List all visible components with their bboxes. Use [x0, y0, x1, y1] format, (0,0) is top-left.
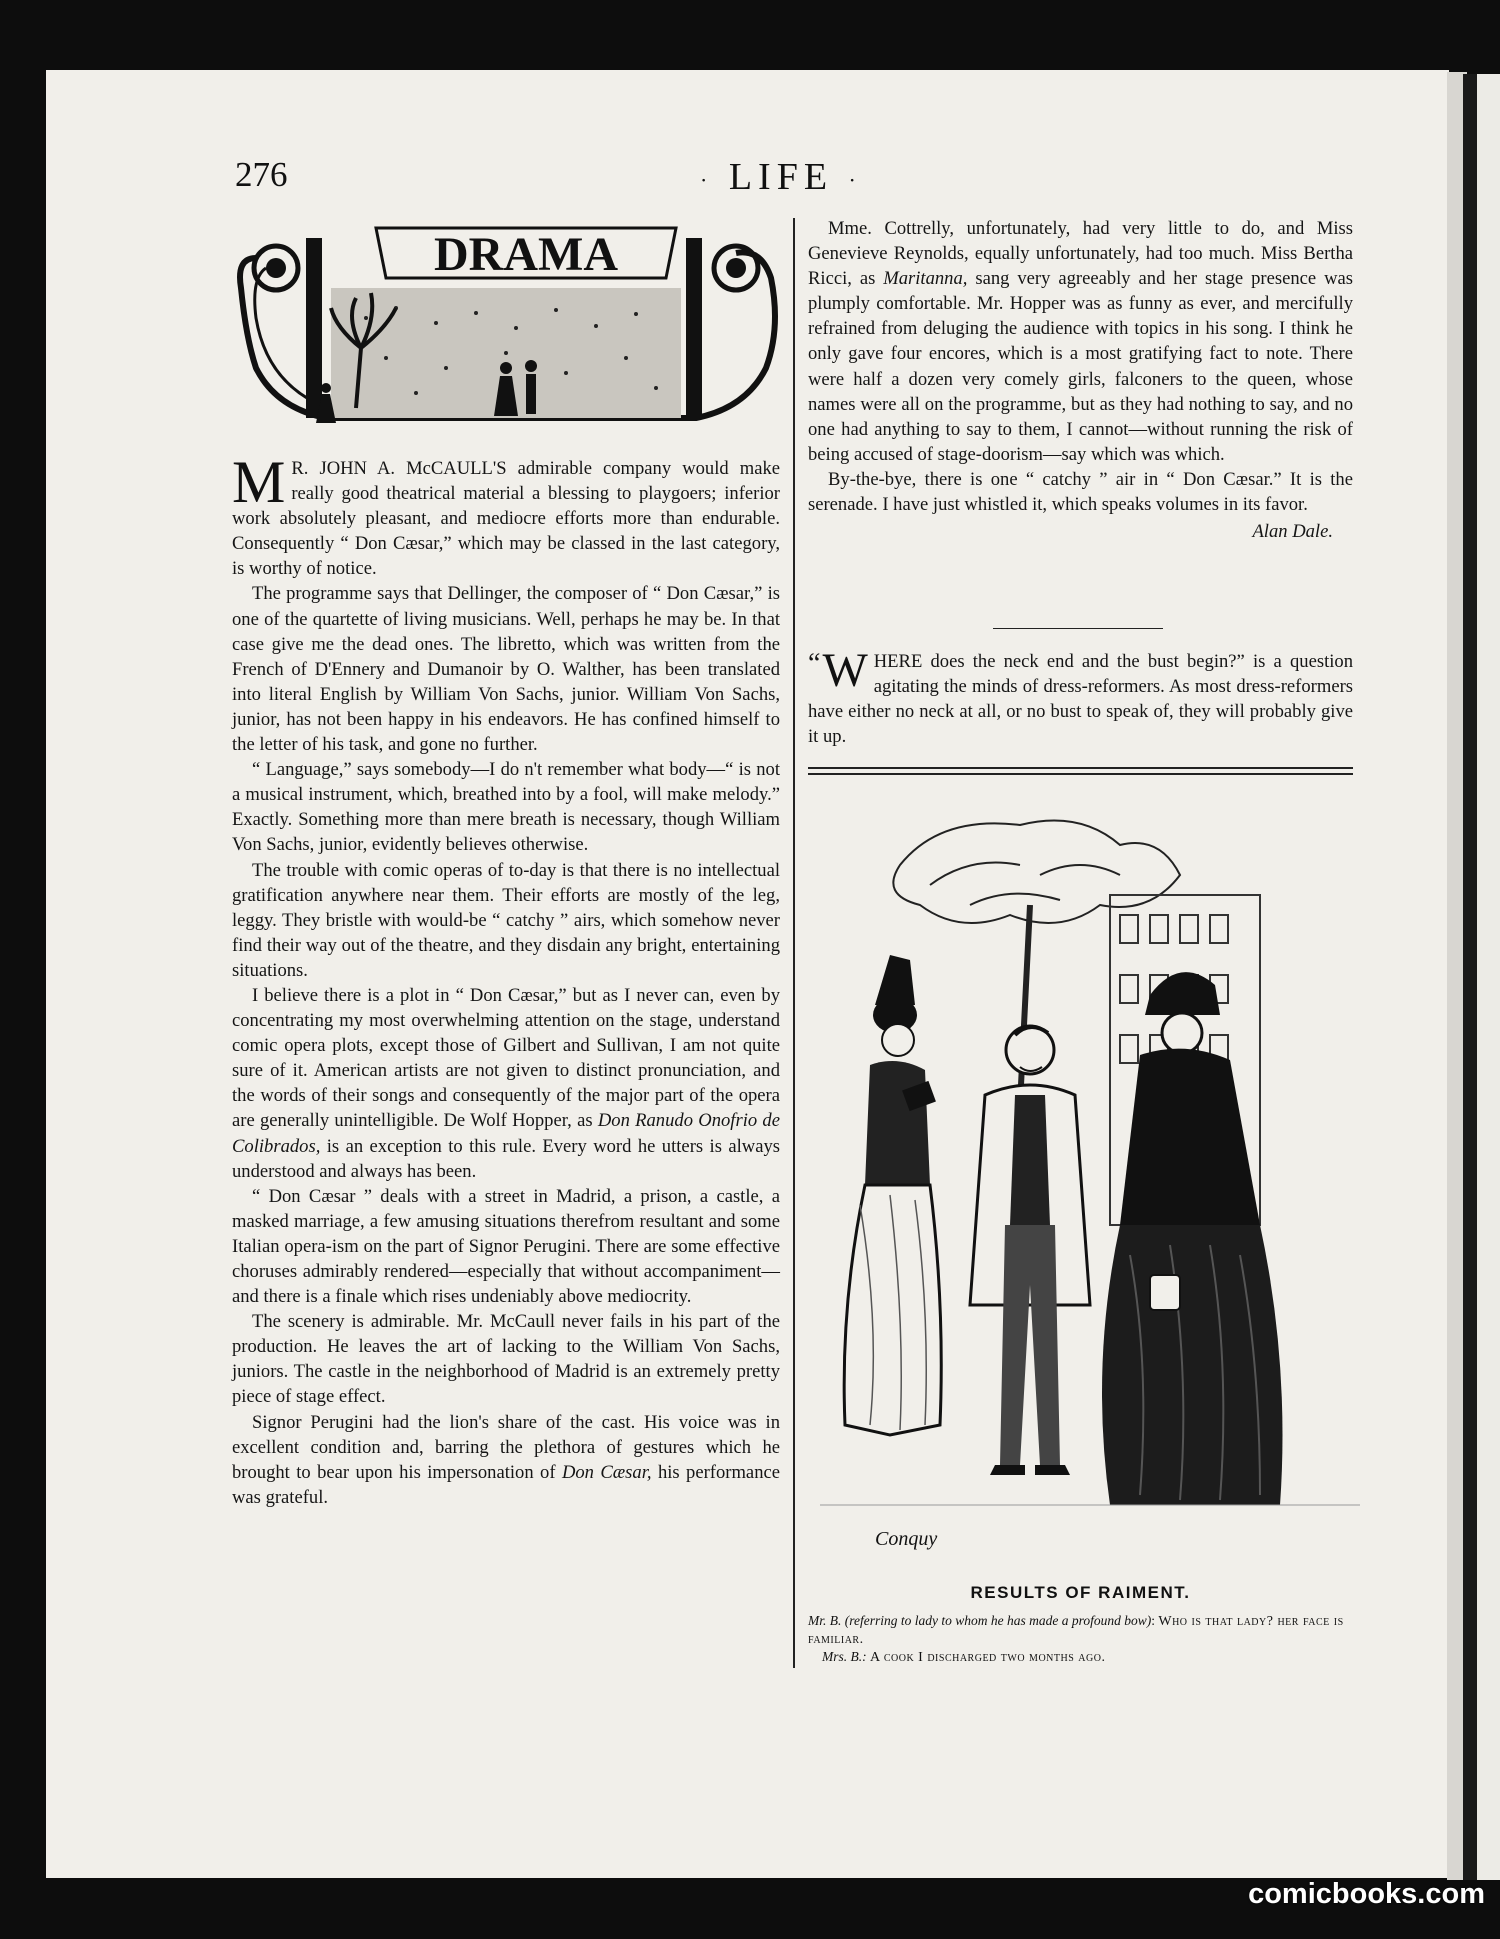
cartoon-caption-dialogue — [808, 1612, 1353, 1666]
column-divider — [793, 218, 795, 1668]
cartoon-caption-title: RESULTS OF RAIMENT. — [970, 1583, 1191, 1602]
drama-article-left-column — [232, 449, 780, 1510]
article-paragraph-8a: Signor Perugini had the lion's share of the cast. His voice was in excellent condition and, barring the plethora of gestures which he brought to bear upon his impersonation of — [232, 1411, 780, 1483]
article-paragraph-1-text: R. JOHN A. McCAULL'S admirable company would make really good theatrical material a blessing to playgoers; inferior work absolutely pleasant, and mediocre efforts more than endurable. Consequently “ Don Cæsar,” which may be classed in the last category, is worthy of notice. — [232, 458, 780, 580]
role-name-maritanna: Maritanna, — [883, 268, 968, 290]
caption-line-mr-b: Who is that lady? her face is familiar. — [808, 1614, 1344, 1647]
next-page-strip — [1477, 74, 1500, 1880]
section-separator — [993, 628, 1163, 629]
drop-cap-w: W — [822, 644, 868, 697]
article-paragraph-8b: his performance was grateful. — [232, 1461, 780, 1508]
dress-reformers-paragraph — [808, 644, 1353, 749]
double-rule-top — [808, 767, 1353, 769]
drama-banner-title: DRAMA — [434, 228, 618, 281]
dress-reformers-item — [808, 644, 1353, 749]
article-paragraph-9b: sang very agreeably and her stage presence was plumply comfortable. Mr. Hopper was as funny as ever, and mercifully refrained from deluging the audience with topics in his song. I think he only gave four encores, which is a most gratifying fact to note. There were half a dozen very comely girls, falconers to the queen, whose names were all on the programme, but as they had nothing to say, and no one had anything to say to them, I cannot—without running the risk of being accused of stage-doorism—say which was which. — [808, 268, 1353, 465]
article-paragraph-5b: is an exception to this rule. Every word he utters is always understood and always has been. — [232, 1135, 780, 1182]
open-quote: “ — [808, 648, 821, 679]
article-paragraph-9a: Mme. Cottrelly, unfortunately, had very little to do, and Miss Genevieve Reynolds, equally unfortunately, had too much. Miss Bertha Ricci, as — [808, 218, 1353, 290]
page-number: 276 — [235, 155, 288, 194]
caption-speaker-mr-b: Mr. B. — [808, 1613, 842, 1628]
page-edge — [1463, 74, 1477, 1880]
dress-reformers-text: HERE does the neck end and the bust begin?” is a question agitating the minds of dress-reformers. As most dress-reformers have either no neck at all, or no bust to speak of, they will probably give it up. — [808, 651, 1353, 748]
caption-line-2 — [808, 1648, 1353, 1666]
caption-line-mrs-b: A cook I discharged two months ago. — [870, 1650, 1106, 1665]
role-name-don-caesar: Don Cæsar, — [561, 1461, 652, 1483]
article-paragraph-4: The trouble with comic operas of to-day is that there is no intellectual gratification anywhere near them. Their efforts are mostly of the leg, leggy. They bristle with would-be “ catchy ” airs, which somehow never find their way out of the theatre, and they disdain any bright, entertaining situations. — [232, 859, 780, 981]
drop-cap-m: M — [232, 449, 286, 515]
site-watermark: comicbooks.com — [1248, 1878, 1485, 1910]
article-paragraph-1 — [232, 449, 780, 581]
article-paragraph-3: “ Language,” says somebody—I do n't remember what body—“ is not a musical instrument, which, breathed into by a fool, will make melody.” Exactly. Something more than mere breath is necessary, though William Von Sachs, junior, evidently believes otherwise. — [232, 759, 780, 856]
role-name-don-ranudo: Don Ranudo Onofrio de Colibrados, — [232, 1110, 780, 1157]
article-paragraph-2: The programme says that Dellinger, the composer of “ Don Cæsar,” is one of the quartette of living musicians. Well, perhaps he may be. In that case give me the dead ones. The libretto, which was written from the French of D'Ennery and Dumanoir by O. Walther, has been translated into literal English by William Von Sachs, junior. William Von Sachs, junior, has not been happy in his endeavors. He has confined himself to the letter of his task, and gone no further. — [232, 583, 780, 756]
article-paragraph-5a: I believe there is a plot in “ Don Cæsar,” but as I never can, even by concentrating my most overwhelming attention on the stage, understand comic opera plots, except those of Gilbert and Sullivan, I am not quite sure of it. American artists are not given to distinct pronunciation, and the words of their songs and consequently of the major part of the opera are generally unintelligible. De Wolf Hopper, as — [232, 984, 780, 1132]
caption-stage-direction: (referring to lady to whom he has made a profound bow) — [844, 1613, 1152, 1628]
caption-line-1: Mr. B. (referring to lady to whom he has made a profound bow): Who is that lady? her face is familiar. — [808, 1613, 1344, 1647]
article-paragraph-7: The scenery is admirable. Mr. McCaull never fails in his part of the production. He leaves the art of lacking to the William Von Sachs, juniors. The castle in the neighborhood of Madrid is an extremely pretty piece of stage effect. — [232, 1311, 780, 1408]
results-of-raiment-cartoon — [820, 805, 1360, 1585]
caption-speaker-mrs-b: Mrs. B.: — [822, 1649, 867, 1664]
magazine-title-text: LIFE — [728, 156, 834, 198]
article-paragraph-10: By-the-bye, there is one “ catchy ” air in “ Don Cæsar.” It is the serenade. I have just whistled it, which speaks volumes in its favor. — [808, 468, 1353, 516]
drama-article-right-column — [808, 216, 1353, 544]
double-rule-bottom — [808, 773, 1353, 775]
article-paragraph-6: “ Don Cæsar ” deals with a street in Madrid, a prison, a castle, a masked marriage, a few amusing situations therefrom resultant and some Italian opera-ism on the part of Signor Perugini. There are some effective choruses admirably rendered—especially that without accompaniment—and there is a finale which rises undeniably above mediocrity. — [232, 1185, 780, 1308]
title-dot-left: · — [700, 167, 714, 193]
article-paragraph-9 — [808, 216, 1353, 467]
article-paragraph-5 — [232, 983, 780, 1184]
article-paragraph-8 — [232, 1410, 780, 1510]
drama-banner-illustration — [236, 218, 781, 446]
magazine-title — [700, 155, 862, 198]
artist-signature: Conquy — [875, 1528, 938, 1550]
title-dot-right: · — [848, 167, 862, 193]
author-signature: Alan Dale. — [1252, 521, 1333, 543]
